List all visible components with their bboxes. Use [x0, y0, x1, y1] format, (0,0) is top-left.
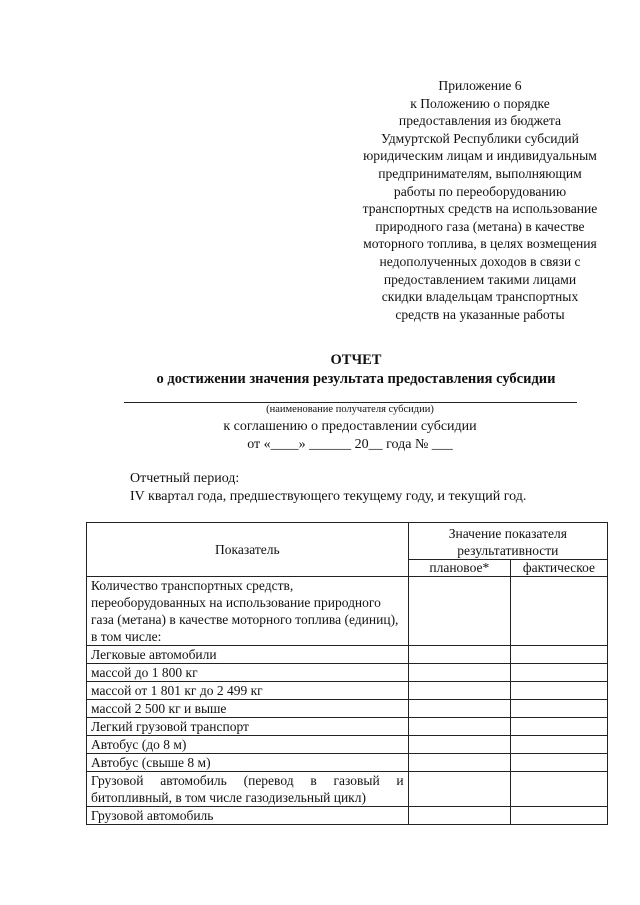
row-plan-cell	[408, 577, 510, 646]
row-name: массой от 1 801 кг до 2 499 кг	[87, 682, 409, 700]
appendix-line: недополученных доходов в связи с	[379, 253, 581, 269]
document-subtitle: о достижении значения результата предоставления субсидии	[156, 371, 556, 387]
appendix-line: предпринимателям, выполняющим	[378, 165, 582, 181]
period-label: Отчетный период:	[130, 471, 240, 486]
table-row	[87, 700, 608, 718]
row-name: Количество транспортных средств, переоборудованных на использование природного газа (метана) в качестве моторного топлива (единиц), в том числе:	[87, 577, 409, 646]
table-row	[87, 736, 608, 754]
period-value: IV квартал года, предшествующего текущему году, и текущий год.	[130, 489, 527, 504]
row-plan-cell	[408, 772, 510, 807]
row-plan-cell	[408, 646, 510, 664]
table-row	[87, 772, 608, 807]
row-plan-cell	[408, 754, 510, 772]
row-plan-cell	[408, 807, 510, 825]
row-name: Автобус (свыше 8 м)	[87, 754, 409, 772]
appendix-line: средств на указанные работы	[395, 306, 565, 322]
appendix-line: природного газа (метана) в качестве	[375, 218, 585, 234]
table-row	[87, 577, 608, 646]
appendix-line: скидки владельцам транспортных	[381, 289, 579, 305]
header-indicator: Показатель	[87, 523, 409, 577]
table-row	[87, 646, 608, 664]
row-fact-cell	[510, 577, 607, 646]
agreement-date: от «____» ______ 20__ года № ___	[247, 437, 453, 452]
agreement-text: к соглашению о предоставлении субсидии	[223, 419, 477, 434]
row-plan-cell	[408, 736, 510, 754]
row-fact-cell	[510, 682, 607, 700]
row-fact-cell	[510, 772, 607, 807]
appendix-line: Приложение 6	[438, 78, 522, 93]
report-table	[86, 522, 608, 825]
row-name: Легковые автомобили	[87, 646, 409, 664]
appendix-line: предоставления из бюджета	[398, 113, 562, 129]
header-plan: плановое*	[408, 560, 510, 577]
appendix-line: к Положению о порядке	[410, 95, 550, 111]
row-fact-cell	[510, 754, 607, 772]
row-plan-cell	[408, 682, 510, 700]
row-plan-cell	[408, 664, 510, 682]
row-fact-cell	[510, 664, 607, 682]
recipient-underline	[124, 402, 577, 403]
row-name: Грузовой автомобиль (перевод в газовый и битопливный, в том числе газодизельный цикл)	[87, 772, 409, 807]
row-name: Автобус (до 8 м)	[87, 736, 409, 754]
row-name: Легкий грузовой транспорт	[87, 718, 409, 736]
table-row	[87, 718, 608, 736]
document-title: ОТЧЕТ	[330, 352, 382, 368]
appendix-line: транспортных средств на использование	[362, 201, 598, 217]
table-row	[87, 754, 608, 772]
appendix-line: моторного топлива, в целях возмещения	[363, 236, 597, 252]
table-header-row	[87, 523, 608, 560]
row-fact-cell	[510, 646, 607, 664]
header-fact: фактическое	[510, 560, 607, 577]
recipient-caption: (наименование получателя субсидии)	[266, 404, 434, 415]
row-fact-cell	[510, 700, 607, 718]
table-row	[87, 664, 608, 682]
row-plan-cell	[408, 700, 510, 718]
appendix-reference	[330, 77, 630, 323]
table-row	[87, 682, 608, 700]
row-fact-cell	[510, 807, 607, 825]
appendix-line: предоставлением такими лицами	[383, 271, 577, 287]
row-name: Грузовой автомобиль	[87, 807, 409, 825]
row-fact-cell	[510, 736, 607, 754]
row-name: массой до 1 800 кг	[87, 664, 409, 682]
table-row	[87, 807, 608, 825]
row-fact-cell	[510, 718, 607, 736]
row-plan-cell	[408, 718, 510, 736]
appendix-line: Удмуртской Республики субсидий	[381, 130, 579, 146]
header-value: Значение показателя результативности	[408, 523, 607, 560]
appendix-line: юридическим лицам и индивидуальным	[363, 148, 597, 164]
appendix-line: работы по переоборудованию	[393, 183, 567, 199]
row-name: массой 2 500 кг и выше	[87, 700, 409, 718]
